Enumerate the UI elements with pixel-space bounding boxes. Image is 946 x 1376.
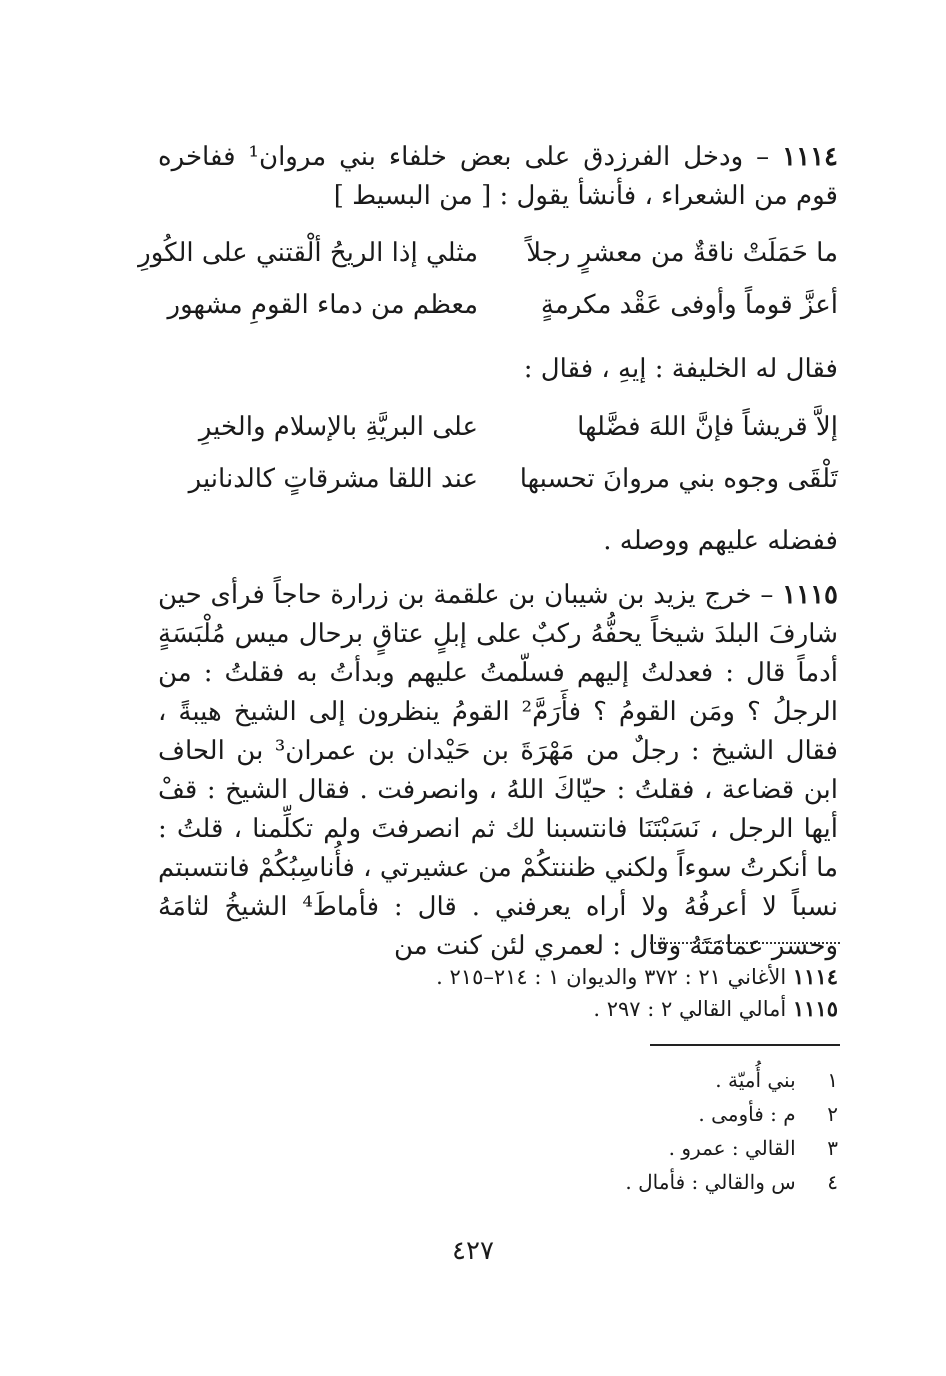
entry-1114-text: – ودخل الفرزدق على بعض خلفاء بني مروان¹ ففاخره قوم من الشعراء ، فأنشأ يقول : [ من البسيط ] (158, 142, 838, 211)
footnotes-divider (650, 1044, 840, 1046)
footnote-number: ٤ (827, 1170, 838, 1194)
verse-first-hemistich: تَلْقَى وجوه بني مروانَ تحسبها (519, 464, 838, 494)
source-number: ١١١٤ (792, 964, 838, 989)
footnote-text: م : فأومى . (698, 1102, 796, 1126)
verse-first-hemistich: إلاَّ قريشاً فإنَّ اللهَ فضَّلها (577, 412, 838, 442)
source-text: أمالي القالي ٢ : ٢٩٧ . (593, 997, 787, 1021)
verse-second-hemistich: على البريَّةِ بالإسلام والخيرِ (198, 412, 478, 442)
source-entry (238, 962, 838, 992)
footnote (238, 1166, 838, 1198)
footnote-text: القالي : عمرو . (668, 1136, 796, 1160)
caliph-line: فقال له الخليفة : إيهِ ، فقال : (523, 354, 838, 384)
footnote (238, 1132, 838, 1164)
verse-second-hemistich: مثلي إذا الريحُ ألْقتني على الكُورِ (138, 238, 478, 268)
verse-second-hemistich: معظم من دماء القومِ مشهور (167, 290, 478, 320)
footnote-text: س والقالي : فأمال . (625, 1170, 796, 1194)
footnote-number: ٢ (827, 1102, 838, 1126)
footnote-number: ١ (827, 1068, 838, 1092)
source-text: الأغاني ٢١ : ٣٧٢ والديوان ١ : ٢١٤–٢١٥ . (436, 965, 787, 989)
footnote-text: بني أُميّة . (715, 1068, 796, 1092)
verse-line (138, 238, 838, 278)
entry-1115-number: ١١١٥ (782, 580, 838, 610)
footnote (238, 1064, 838, 1096)
verse-line (148, 464, 838, 504)
footnote-number: ٣ (827, 1136, 838, 1160)
entry-1114-paragraph (158, 138, 838, 216)
verse-line (148, 290, 838, 330)
verse-line (148, 412, 838, 452)
verse-first-hemistich: أعزَّ قوماً وأوفى عَقْد مكرمةٍ (540, 290, 838, 320)
entry-1115-text: – خرج يزيد بن شيبان بن علقمة بن زرارة حاجاً فرأى حين شارفَ البلدَ شيخاً يحفُّهُ ركبٌ على إبلٍ عتاقٍ برحال ميس مُلْبَسَةٍ أدماً قال : فعدلتُ إليهم فسلّمتُ عليهم وبدأتُ به فقلتُ : من الرجلُ ؟ ومَن القومُ ؟ فأَرَمَّ² القومُ ينظرون إلى الشيخ هيبةً ، فقال الشيخ : رجلٌ من مَهْرَةَ بن حَيْدان بن عمران³ بن الحاف ابن قضاعة ، فقلتُ : حيّاكَ اللهُ ، وانصرفت . فقال الشيخ : قفْ أيها الرجل ، نَسَبْتَنَا فانتسبنا لك ثم انصرفتَ ولم تكلِّمنا ، قلتُ : ما أنكرتُ سوءاً ولكني ظننتكُمْ من عشيرتي ، فأُناسِبُكُمْ فانتسبتم نسباً لا أعرفُهُ ولا أراه يعرفني . قال : فأماطَ⁴ الشيخُ لثامَهُ وحسر عمامَتَهُ وقال : لعمري لئن كنت من (158, 580, 838, 961)
sources-divider (650, 942, 840, 944)
verse-second-hemistich: عند اللقا مشرقاتٍ كالدنانير (188, 464, 478, 494)
page-number: ٤٢٧ (452, 1236, 494, 1266)
closing-line: ففضله عليهم ووصله . (603, 526, 838, 556)
entry-1115-paragraph (158, 576, 838, 966)
verse-first-hemistich: ما حَمَلَتْ ناقةٌ من معشرٍ رجلاً (526, 238, 838, 268)
source-number: ١١١٥ (792, 996, 838, 1021)
footnote (238, 1098, 838, 1130)
source-entry (238, 994, 838, 1024)
entry-1114-number: ١١١٤ (782, 142, 838, 172)
